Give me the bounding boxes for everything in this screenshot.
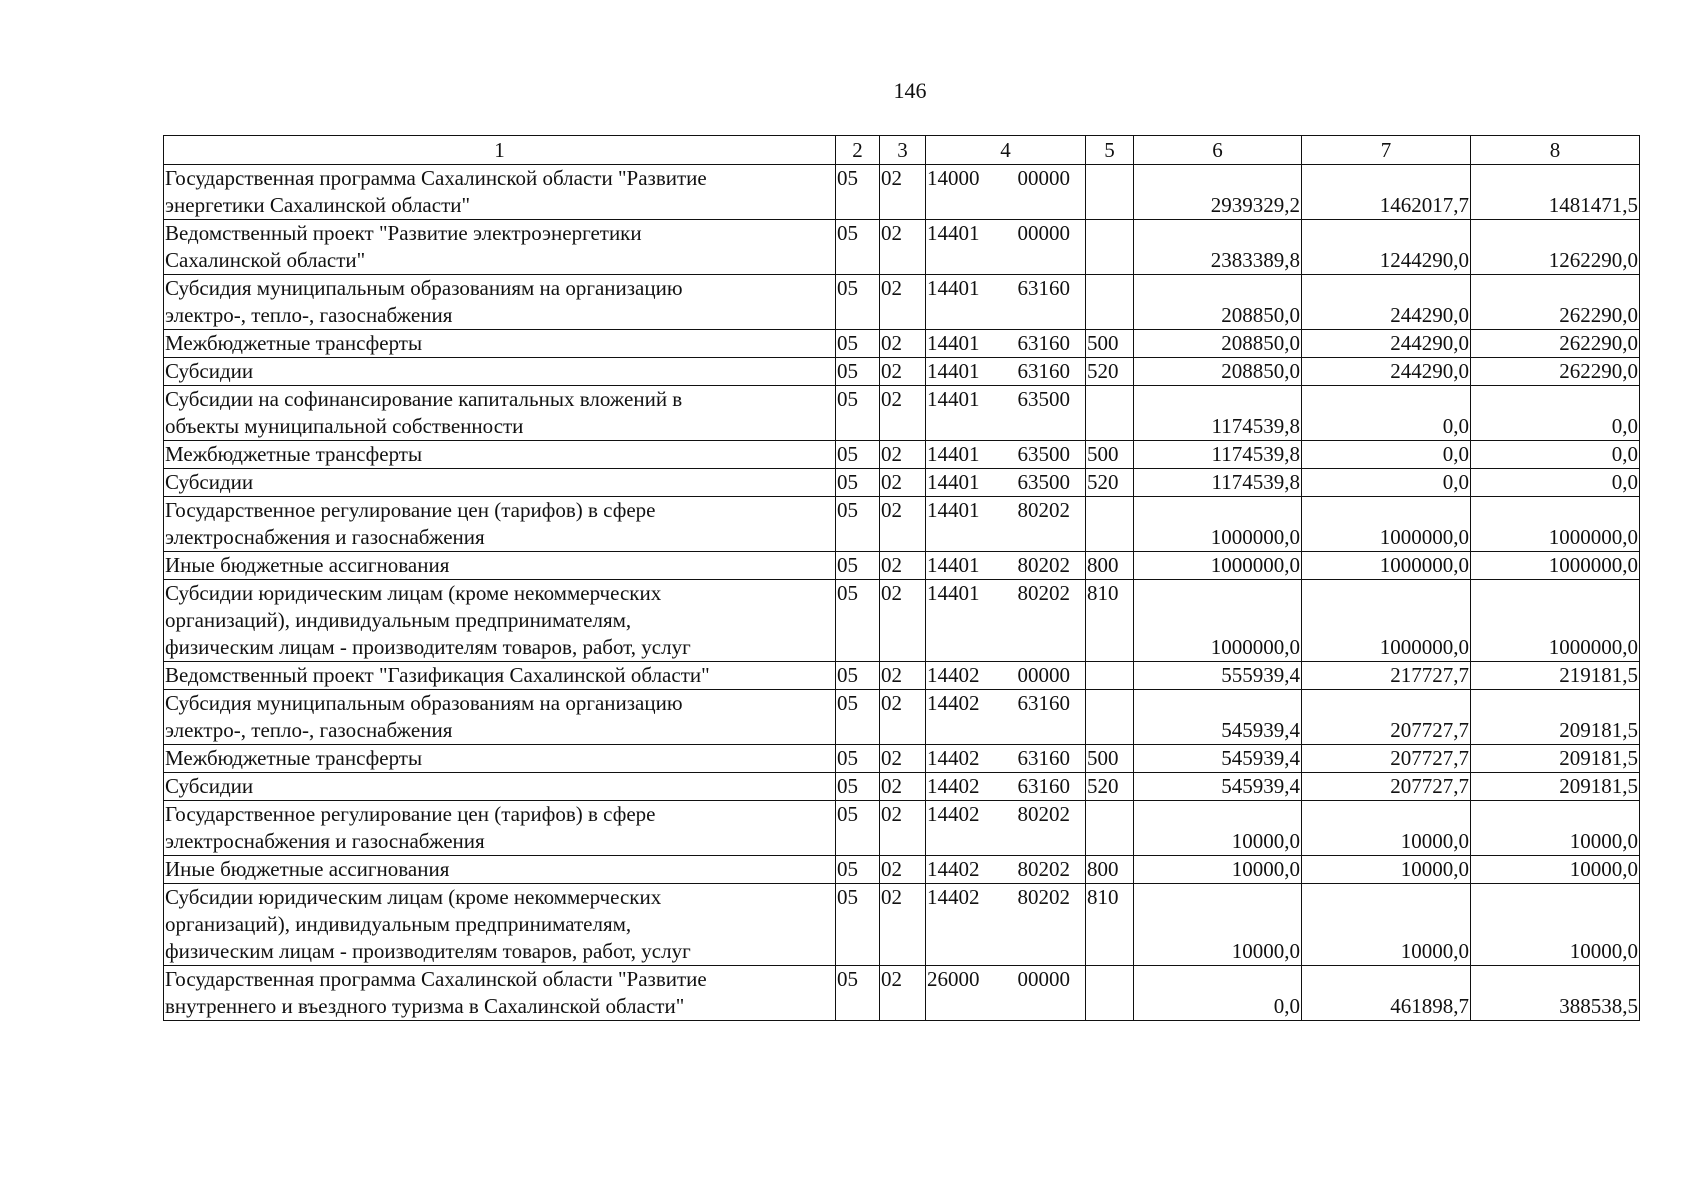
item-name-line: электроснабжения и газоснабжения [165, 829, 485, 853]
target-article-code [926, 275, 1086, 330]
amount-col-6: 555939,4 [1134, 662, 1302, 690]
amount-col-6: 545939,4 [1134, 773, 1302, 801]
target-article-code [926, 801, 1086, 856]
header-cell: 6 [1134, 136, 1302, 165]
amount-col-6: 1000000,0 [1134, 497, 1302, 552]
target-article-code [926, 662, 1086, 690]
target-article-code [926, 165, 1086, 220]
amount-col-7: 0,0 [1302, 441, 1471, 469]
direction-code: 63160 [1017, 359, 1070, 383]
target-article-code [926, 690, 1086, 745]
expense-type-code: 520 [1086, 469, 1134, 497]
table-row [164, 330, 1640, 358]
subsection-code: 02 [880, 966, 926, 1021]
amount-col-7: 10000,0 [1302, 856, 1471, 884]
item-name-line: Субсидии [165, 359, 254, 383]
item-name-line: Субсидии [165, 470, 254, 494]
item-name-line: Субсидия муниципальным образованиям на организацию [165, 276, 683, 300]
item-name [164, 469, 836, 497]
item-name-line: Иные бюджетные ассигнования [165, 553, 450, 577]
program-code: 14402 [927, 663, 980, 687]
section-code: 05 [836, 856, 880, 884]
header-cell: 7 [1302, 136, 1471, 165]
target-article-code [926, 497, 1086, 552]
item-name-line: Субсидии [165, 774, 254, 798]
item-name-line: физическим лицам - производителям товаров, работ, услуг [165, 939, 691, 963]
item-name-line: организаций), индивидуальным предпринимателям, [165, 912, 632, 936]
item-name-line: электро-, тепло-, газоснабжения [165, 718, 453, 742]
subsection-code: 02 [880, 386, 926, 441]
direction-code: 80202 [1017, 553, 1070, 577]
amount-col-8: 388538,5 [1471, 966, 1640, 1021]
section-code: 05 [836, 580, 880, 662]
target-article-code [926, 745, 1086, 773]
amount-col-6: 0,0 [1134, 966, 1302, 1021]
item-name-line: электро-, тепло-, газоснабжения [165, 303, 453, 327]
amount-col-6: 208850,0 [1134, 275, 1302, 330]
amount-col-8: 262290,0 [1471, 358, 1640, 386]
target-article-code [926, 220, 1086, 275]
amount-col-6: 10000,0 [1134, 801, 1302, 856]
program-code: 14401 [927, 331, 980, 355]
item-name [164, 773, 836, 801]
expense-type-code: 810 [1086, 580, 1134, 662]
expense-type-code [1086, 662, 1134, 690]
target-article-code [926, 580, 1086, 662]
amount-col-7: 207727,7 [1302, 690, 1471, 745]
budget-table [163, 135, 1640, 1021]
program-code: 14401 [927, 581, 980, 605]
section-code: 05 [836, 745, 880, 773]
section-code: 05 [836, 275, 880, 330]
item-name [164, 441, 836, 469]
section-code: 05 [836, 773, 880, 801]
direction-code: 80202 [1017, 498, 1070, 522]
table-row [164, 580, 1640, 662]
direction-code: 00000 [1017, 967, 1070, 991]
item-name [164, 330, 836, 358]
amount-col-7: 0,0 [1302, 469, 1471, 497]
subsection-code: 02 [880, 690, 926, 745]
amount-col-7: 207727,7 [1302, 745, 1471, 773]
direction-code: 80202 [1017, 885, 1070, 909]
program-code: 14402 [927, 774, 980, 798]
direction-code: 00000 [1017, 663, 1070, 687]
amount-col-7: 10000,0 [1302, 801, 1471, 856]
section-code: 05 [836, 386, 880, 441]
program-code: 14402 [927, 857, 980, 881]
item-name [164, 386, 836, 441]
amount-col-7: 244290,0 [1302, 275, 1471, 330]
amount-col-7: 1000000,0 [1302, 580, 1471, 662]
table-row [164, 690, 1640, 745]
amount-col-8: 10000,0 [1471, 884, 1640, 966]
direction-code: 80202 [1017, 857, 1070, 881]
amount-col-7: 461898,7 [1302, 966, 1471, 1021]
section-code: 05 [836, 552, 880, 580]
item-name-line: Субсидия муниципальным образованиям на организацию [165, 691, 683, 715]
item-name-line: Субсидии на софинансирование капитальных вложений в [165, 387, 683, 411]
header-cell: 4 [926, 136, 1086, 165]
item-name-line: Государственная программа Сахалинской области "Развитие [165, 166, 707, 190]
amount-col-7: 1462017,7 [1302, 165, 1471, 220]
item-name-line: Субсидии юридическим лицам (кроме некоммерческих [165, 581, 662, 605]
subsection-code: 02 [880, 469, 926, 497]
item-name [164, 856, 836, 884]
direction-code: 63160 [1017, 331, 1070, 355]
amount-col-7: 244290,0 [1302, 358, 1471, 386]
target-article-code [926, 358, 1086, 386]
item-name [164, 745, 836, 773]
subsection-code: 02 [880, 441, 926, 469]
header-cell: 5 [1086, 136, 1134, 165]
item-name [164, 966, 836, 1021]
table-row [164, 801, 1640, 856]
section-code: 05 [836, 441, 880, 469]
subsection-code: 02 [880, 220, 926, 275]
subsection-code: 02 [880, 884, 926, 966]
amount-col-6: 545939,4 [1134, 690, 1302, 745]
expense-type-code: 800 [1086, 552, 1134, 580]
program-code: 14402 [927, 691, 980, 715]
section-code: 05 [836, 220, 880, 275]
amount-col-8: 0,0 [1471, 469, 1640, 497]
item-name [164, 884, 836, 966]
amount-col-6: 1174539,8 [1134, 441, 1302, 469]
header-cell: 3 [880, 136, 926, 165]
subsection-code: 02 [880, 358, 926, 386]
section-code: 05 [836, 330, 880, 358]
subsection-code: 02 [880, 801, 926, 856]
amount-col-8: 209181,5 [1471, 745, 1640, 773]
item-name [164, 220, 836, 275]
amount-col-7: 244290,0 [1302, 330, 1471, 358]
direction-code: 00000 [1017, 221, 1070, 245]
subsection-code: 02 [880, 745, 926, 773]
direction-code: 63160 [1017, 774, 1070, 798]
item-name [164, 358, 836, 386]
amount-col-8: 262290,0 [1471, 330, 1640, 358]
subsection-code: 02 [880, 497, 926, 552]
direction-code: 63500 [1017, 387, 1070, 411]
section-code: 05 [836, 469, 880, 497]
item-name-line: Иные бюджетные ассигнования [165, 857, 450, 881]
amount-col-8: 219181,5 [1471, 662, 1640, 690]
item-name-line: Межбюджетные трансферты [165, 746, 423, 770]
expense-type-code [1086, 966, 1134, 1021]
expense-type-code [1086, 690, 1134, 745]
program-code: 26000 [927, 967, 980, 991]
amount-col-7: 1000000,0 [1302, 497, 1471, 552]
section-code: 05 [836, 165, 880, 220]
amount-col-6: 10000,0 [1134, 856, 1302, 884]
target-article-code [926, 330, 1086, 358]
amount-col-8: 0,0 [1471, 441, 1640, 469]
table-row [164, 745, 1640, 773]
section-code: 05 [836, 690, 880, 745]
item-name-line: Межбюджетные трансферты [165, 442, 423, 466]
amount-col-8: 209181,5 [1471, 773, 1640, 801]
table-row [164, 165, 1640, 220]
expense-type-code [1086, 220, 1134, 275]
expense-type-code: 810 [1086, 884, 1134, 966]
item-name-line: организаций), индивидуальным предпринимателям, [165, 608, 632, 632]
header-row [164, 136, 1640, 165]
subsection-code: 02 [880, 773, 926, 801]
item-name-line: Ведомственный проект "Газификация Сахалинской области" [165, 663, 710, 687]
section-code: 05 [836, 884, 880, 966]
item-name-line: энергетики Сахалинской области" [165, 193, 471, 217]
table-row [164, 275, 1640, 330]
subsection-code: 02 [880, 165, 926, 220]
item-name [164, 497, 836, 552]
item-name [164, 662, 836, 690]
target-article-code [926, 856, 1086, 884]
amount-col-8: 10000,0 [1471, 801, 1640, 856]
expense-type-code [1086, 165, 1134, 220]
item-name [164, 552, 836, 580]
amount-col-6: 208850,0 [1134, 330, 1302, 358]
amount-col-8: 10000,0 [1471, 856, 1640, 884]
expense-type-code [1086, 801, 1134, 856]
amount-col-7: 207727,7 [1302, 773, 1471, 801]
table-row [164, 856, 1640, 884]
target-article-code [926, 884, 1086, 966]
expense-type-code: 500 [1086, 330, 1134, 358]
amount-col-6: 545939,4 [1134, 745, 1302, 773]
amount-col-8: 1000000,0 [1471, 497, 1640, 552]
program-code: 14000 [927, 166, 980, 190]
target-article-code [926, 773, 1086, 801]
subsection-code: 02 [880, 580, 926, 662]
program-code: 14402 [927, 746, 980, 770]
item-name-line: электроснабжения и газоснабжения [165, 525, 485, 549]
table-row [164, 884, 1640, 966]
item-name-line: Субсидии юридическим лицам (кроме некоммерческих [165, 885, 662, 909]
table-row [164, 358, 1640, 386]
direction-code: 63160 [1017, 746, 1070, 770]
amount-col-6: 2939329,2 [1134, 165, 1302, 220]
direction-code: 63160 [1017, 276, 1070, 300]
direction-code: 80202 [1017, 581, 1070, 605]
expense-type-code: 800 [1086, 856, 1134, 884]
target-article-code [926, 386, 1086, 441]
section-code: 05 [836, 358, 880, 386]
item-name [164, 580, 836, 662]
section-code: 05 [836, 966, 880, 1021]
program-code: 14401 [927, 387, 980, 411]
table-row [164, 220, 1640, 275]
amount-col-8: 0,0 [1471, 386, 1640, 441]
item-name [164, 801, 836, 856]
program-code: 14401 [927, 553, 980, 577]
item-name-line: физическим лицам - производителям товаров, работ, услуг [165, 635, 691, 659]
subsection-code: 02 [880, 330, 926, 358]
direction-code: 63500 [1017, 470, 1070, 494]
amount-col-8: 209181,5 [1471, 690, 1640, 745]
amount-col-7: 1244290,0 [1302, 220, 1471, 275]
item-name-line: Государственное регулирование цен (тарифов) в сфере [165, 498, 656, 522]
subsection-code: 02 [880, 662, 926, 690]
amount-col-7: 10000,0 [1302, 884, 1471, 966]
table-row [164, 552, 1640, 580]
item-name-line: внутреннего и въездного туризма в Сахалинской области" [165, 994, 685, 1018]
amount-col-8: 1000000,0 [1471, 552, 1640, 580]
table-row [164, 441, 1640, 469]
item-name-line: Ведомственный проект "Развитие электроэнергетики [165, 221, 642, 245]
table-row [164, 497, 1640, 552]
subsection-code: 02 [880, 552, 926, 580]
amount-col-6: 1174539,8 [1134, 386, 1302, 441]
amount-col-6: 208850,0 [1134, 358, 1302, 386]
table-row [164, 773, 1640, 801]
subsection-code: 02 [880, 856, 926, 884]
amount-col-6: 1000000,0 [1134, 552, 1302, 580]
program-code: 14401 [927, 470, 980, 494]
item-name-line: Сахалинской области" [165, 248, 366, 272]
program-code: 14402 [927, 802, 980, 826]
expense-type-code [1086, 497, 1134, 552]
section-code: 05 [836, 497, 880, 552]
expense-type-code [1086, 386, 1134, 441]
amount-col-6: 2383389,8 [1134, 220, 1302, 275]
program-code: 14401 [927, 442, 980, 466]
target-article-code [926, 552, 1086, 580]
header-cell: 8 [1471, 136, 1640, 165]
amount-col-6: 1000000,0 [1134, 580, 1302, 662]
item-name [164, 275, 836, 330]
amount-col-8: 262290,0 [1471, 275, 1640, 330]
program-code: 14401 [927, 276, 980, 300]
program-code: 14402 [927, 885, 980, 909]
item-name [164, 165, 836, 220]
amount-col-7: 1000000,0 [1302, 552, 1471, 580]
program-code: 14401 [927, 221, 980, 245]
item-name [164, 690, 836, 745]
table-row [164, 662, 1640, 690]
section-code: 05 [836, 662, 880, 690]
amount-col-6: 10000,0 [1134, 884, 1302, 966]
program-code: 14401 [927, 359, 980, 383]
subsection-code: 02 [880, 275, 926, 330]
item-name-line: Государственная программа Сахалинской области "Развитие [165, 967, 707, 991]
item-name-line: объекты муниципальной собственности [165, 414, 524, 438]
expense-type-code: 520 [1086, 358, 1134, 386]
section-code: 05 [836, 801, 880, 856]
direction-code: 00000 [1017, 166, 1070, 190]
expense-type-code: 520 [1086, 773, 1134, 801]
amount-col-7: 0,0 [1302, 386, 1471, 441]
target-article-code [926, 441, 1086, 469]
item-name-line: Межбюджетные трансферты [165, 331, 423, 355]
expense-type-code: 500 [1086, 745, 1134, 773]
amount-col-8: 1262290,0 [1471, 220, 1640, 275]
direction-code: 80202 [1017, 802, 1070, 826]
page-number: 146 [893, 78, 927, 103]
amount-col-6: 1174539,8 [1134, 469, 1302, 497]
amount-col-7: 217727,7 [1302, 662, 1471, 690]
target-article-code [926, 469, 1086, 497]
header-cell: 1 [164, 136, 836, 165]
expense-type-code [1086, 275, 1134, 330]
direction-code: 63160 [1017, 691, 1070, 715]
target-article-code [926, 966, 1086, 1021]
expense-type-code: 500 [1086, 441, 1134, 469]
amount-col-8: 1000000,0 [1471, 580, 1640, 662]
table-row [164, 966, 1640, 1021]
table-row [164, 469, 1640, 497]
header-cell: 2 [836, 136, 880, 165]
direction-code: 63500 [1017, 442, 1070, 466]
item-name-line: Государственное регулирование цен (тарифов) в сфере [165, 802, 656, 826]
table-row [164, 386, 1640, 441]
amount-col-8: 1481471,5 [1471, 165, 1640, 220]
program-code: 14401 [927, 498, 980, 522]
